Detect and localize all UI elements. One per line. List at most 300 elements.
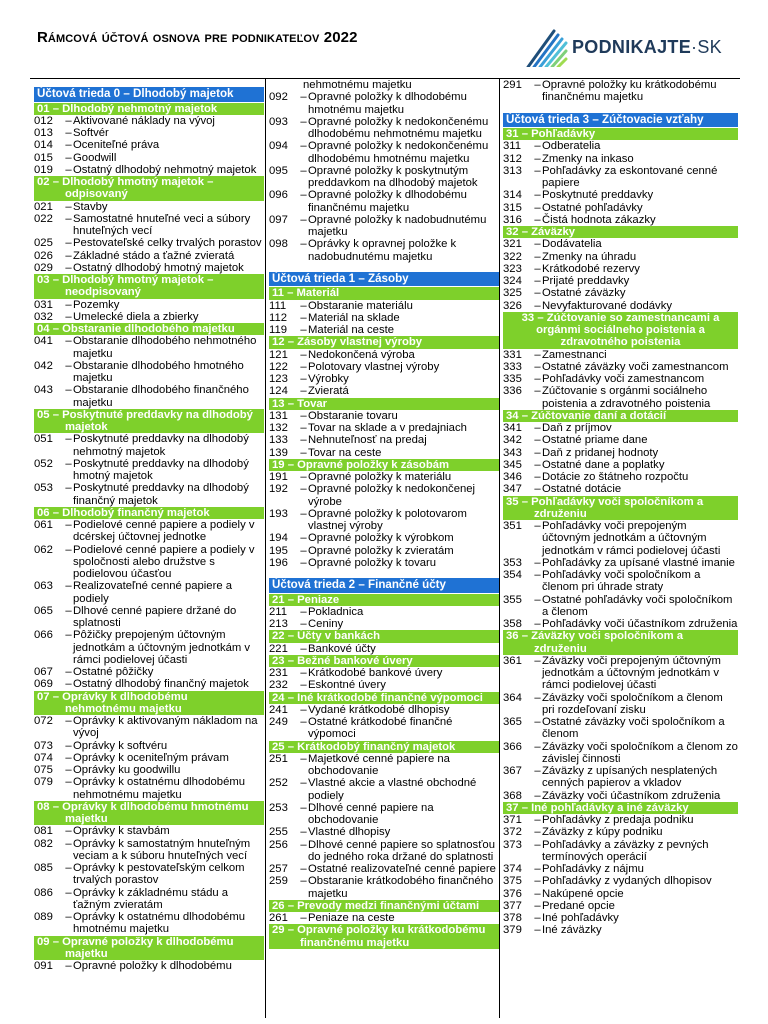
group-header: [269, 900, 499, 912]
account-dash: –: [65, 163, 72, 176]
account-name: Dlhové cenné papiere držané do splatnosti: [73, 604, 237, 629]
group-header: [34, 176, 264, 201]
account-name: Ostatné dotácie: [542, 483, 622, 496]
account-name: Materiál na ceste: [308, 324, 395, 336]
account-dash: –: [65, 837, 72, 850]
account-dash: –: [534, 838, 541, 851]
account-name: Ostatné záväzky voči zamestnancom: [542, 360, 729, 373]
account-row: [34, 752, 264, 764]
account-name: Oprávky k ostatnému dlhodobému hmotnému majetku: [73, 911, 246, 936]
account-row: [269, 447, 499, 459]
column-1: [34, 82, 264, 972]
account-dash: –: [300, 409, 307, 422]
account-row: [503, 814, 738, 826]
account-dash: –: [65, 359, 72, 372]
account-name: Opravné položky k poskytnutým preddavkom na dlhodobý majetok: [308, 164, 478, 189]
account-name: Pohľadávky z predaja podniku: [542, 814, 694, 826]
account-dash: –: [300, 348, 307, 361]
group-header-line: 32 – Záväzky: [506, 226, 576, 238]
account-row: [503, 912, 738, 924]
column-divider-2: [499, 78, 500, 1018]
account-code: 015: [34, 151, 53, 164]
account-name: Oprávky k oceniteľným právam: [73, 751, 229, 764]
account-name: Zmenky na inkaso: [542, 152, 634, 165]
account-dash: –: [65, 629, 72, 642]
account-row: [269, 238, 499, 263]
account-code: 095: [269, 164, 288, 177]
account-dash: –: [65, 237, 72, 250]
account-code: 316: [503, 213, 522, 226]
account-row: [503, 483, 738, 495]
account-code: 378: [503, 912, 522, 924]
account-code: 347: [503, 483, 522, 496]
account-row: [269, 312, 499, 324]
account-dash: –: [65, 764, 72, 776]
account-code: 324: [503, 275, 522, 287]
account-dash: –: [534, 863, 541, 875]
column-3: [503, 79, 738, 937]
account-name: Tovar na ceste: [308, 446, 382, 459]
account-dash: –: [534, 899, 541, 912]
account-code: 122: [269, 360, 288, 373]
class-header: Účtová trieda 2 – Finančné účty: [269, 578, 499, 593]
group-header: [34, 936, 264, 961]
account-name: Obstaranie tovaru: [308, 409, 398, 422]
account-code: 013: [34, 127, 53, 139]
account-name: Poskytnuté preddavky na dlhodobý nehmotný majetok: [73, 433, 249, 458]
account-dash: –: [300, 140, 307, 153]
account-dash: –: [534, 189, 541, 202]
account-name: Oprávky k stavbám: [73, 825, 170, 838]
group-header: [34, 409, 264, 434]
account-dash: –: [65, 776, 72, 789]
account-dash: –: [534, 569, 541, 581]
account-dash: –: [300, 605, 307, 618]
account-code: 291: [503, 79, 522, 91]
account-row: [269, 300, 499, 312]
account-dash: –: [300, 777, 307, 790]
account-name: Bankové účty: [308, 642, 376, 655]
account-name: Obstaranie materiálu: [308, 299, 413, 312]
account-name: Stavby: [73, 200, 108, 213]
account-name: Daň z príjmov: [542, 422, 612, 434]
account-dash: –: [300, 532, 307, 545]
account-row: [34, 360, 264, 385]
account-dash: –: [300, 801, 307, 814]
account-dash: –: [300, 434, 307, 447]
account-name: Podielové cenné papiere a podiely v dcérskej účtovnej jednotke: [73, 519, 255, 544]
account-code: 322: [503, 250, 522, 263]
account-row: [503, 716, 738, 741]
account-code: 014: [34, 139, 53, 152]
account-code: 376: [503, 887, 522, 900]
group-header: [34, 103, 264, 115]
account-code: 041: [34, 335, 53, 348]
account-name: Dlhové cenné papiere na obchodovanie: [308, 801, 434, 826]
account-dash: –: [300, 716, 307, 728]
account-name: Pohľadávky voči účastníkom združenia: [542, 618, 738, 630]
group-header: [269, 336, 499, 348]
account-dash: –: [300, 667, 307, 679]
account-row: [269, 839, 499, 864]
account-code: 375: [503, 875, 522, 888]
account-name: Ostatné dane a poplatky: [542, 458, 665, 471]
group-header-line: 13 – Tovar: [272, 397, 328, 410]
account-code: 379: [503, 924, 522, 937]
account-name: Záväzky voči spoločníkom a členom pri rozdeľovaní zisku: [542, 691, 723, 716]
account-name: Obstaranie dlhodobého hmotného majetku: [73, 359, 244, 384]
account-dash: –: [534, 238, 541, 251]
account-dash: –: [65, 249, 72, 262]
account-row: [503, 165, 738, 190]
account-code: 343: [503, 446, 522, 459]
account-dash: –: [65, 519, 72, 531]
account-row: [503, 594, 738, 619]
account-row: [34, 139, 264, 151]
account-code: 089: [34, 911, 53, 923]
account-dash: –: [534, 765, 541, 777]
logo: [524, 27, 722, 67]
account-dash: –: [534, 164, 541, 177]
account-row: [34, 519, 264, 544]
account-dash: –: [300, 483, 307, 496]
account-dash: –: [300, 826, 307, 839]
account-row: [503, 300, 738, 312]
account-row: [503, 863, 738, 875]
account-name: Goodwill: [73, 151, 117, 164]
group-header-line: 35 – Pohľadávky voči spoločníkom a: [506, 495, 704, 508]
group-header-line: neodpisovaný: [65, 286, 141, 299]
account-dash: –: [65, 862, 72, 874]
account-name: Opravné položky k dlhodobému finančnému majetku: [308, 189, 467, 214]
account-row: [503, 153, 738, 165]
account-name: Oprávky k samostatným hnuteľným veciam a k súboru hnuteľných vecí: [73, 837, 251, 862]
account-row: [503, 692, 738, 717]
account-row: [269, 863, 499, 875]
account-name: Ostatný dlhodobý finančný majetok: [73, 678, 249, 691]
account-code: 241: [269, 703, 288, 716]
account-dash: –: [65, 114, 72, 127]
account-dash: –: [300, 507, 307, 520]
account-dash: –: [65, 298, 72, 311]
account-code: 121: [269, 348, 288, 361]
group-header-line: majetku: [65, 813, 108, 825]
account-name: Iné záväzky: [542, 924, 602, 937]
account-dash: –: [65, 384, 72, 397]
account-dash: –: [65, 543, 72, 556]
account-row: [269, 545, 499, 557]
account-dash: –: [65, 678, 72, 691]
account-dash: –: [65, 139, 72, 152]
group-header: [269, 398, 499, 410]
account-code: 062: [34, 543, 53, 556]
account-dash: –: [65, 335, 72, 348]
account-code: 341: [503, 422, 522, 434]
account-row: [34, 764, 264, 776]
account-dash: –: [534, 618, 541, 630]
account-dash: –: [534, 556, 541, 569]
account-code: 019: [34, 163, 53, 176]
account-name: Oprávky k ostatnému dlhodobému nehmotnému majetku: [73, 776, 246, 801]
account-row: [34, 678, 264, 690]
account-row: [269, 667, 499, 679]
account-code: 355: [503, 593, 522, 606]
account-row: [503, 287, 738, 299]
account-name: Záväzky z upísaných nesplatených cenných papierov a vkladov: [542, 765, 718, 790]
account-dash: –: [534, 716, 541, 728]
account-code: 361: [503, 654, 522, 667]
account-code: 255: [269, 826, 288, 839]
account-code: 067: [34, 666, 53, 678]
account-row: [269, 165, 499, 190]
account-code: 346: [503, 471, 522, 483]
account-dash: –: [65, 911, 72, 923]
account-name: Opravné položky k dlhodobému hmotnému majetku: [308, 91, 467, 116]
account-dash: –: [300, 863, 307, 875]
group-header-line: 06 – Dlhodobý finančný majetok: [37, 506, 210, 519]
account-code: 331: [503, 348, 522, 361]
group-header: [269, 594, 499, 606]
account-code: 086: [34, 886, 53, 899]
group-header-line: 04 – Obstaranie dlhodobého majetku: [37, 323, 235, 335]
group-header: [34, 274, 264, 299]
account-code: 092: [269, 91, 288, 104]
account-name: Ostatné realizovateľné cenné papiere: [308, 863, 496, 875]
account-code: 367: [503, 765, 522, 777]
account-name: Zvieratá: [308, 385, 349, 398]
account-row: [269, 532, 499, 544]
account-code: 311: [503, 140, 522, 153]
account-code: 075: [34, 764, 53, 776]
group-header: [269, 741, 499, 753]
account-name: Tovar na sklade a v predajniach: [308, 422, 467, 434]
account-row: [269, 189, 499, 214]
account-name: Nakúpené opcie: [542, 887, 624, 900]
account-row: [269, 385, 499, 397]
account-dash: –: [65, 715, 72, 727]
account-row: [503, 924, 738, 936]
account-name: Ostatné záväzky: [542, 287, 626, 300]
account-name: Daň z pridanej hodnoty: [542, 446, 659, 459]
account-dash: –: [534, 385, 541, 398]
account-name: Realizovateľné cenné papiere a podiely: [73, 580, 233, 605]
account-name: Nedokončená výroba: [308, 348, 415, 361]
account-dash: –: [534, 434, 541, 447]
page-title: Rámcová účtová osnova pre podnikateľov 2022: [37, 29, 358, 46]
account-row: [503, 557, 738, 569]
account-row: [503, 189, 738, 201]
spacer: [269, 263, 499, 267]
account-code: 326: [503, 299, 522, 312]
group-header: [269, 630, 499, 642]
account-name: Pôžičky prepojeným účtovným jednotkám a účtovným jednotkám v rámci podielovej účasti: [73, 629, 251, 666]
group-header: [34, 691, 264, 716]
account-row: [503, 275, 738, 287]
account-row: [34, 605, 264, 630]
account-code: 061: [34, 519, 53, 531]
group-header-line: 24 – Iné krátkodobé finančné výpomoci: [272, 691, 483, 704]
account-code: 072: [34, 715, 53, 727]
account-dash: –: [65, 433, 72, 446]
account-code: 133: [269, 434, 288, 447]
group-header-line: 07 – Oprávky k dlhodobému: [37, 690, 188, 703]
account-dash: –: [300, 373, 307, 385]
account-row: [269, 422, 499, 434]
group-header-line: majetku: [65, 947, 108, 960]
account-name: Umelecké diela a zbierky: [73, 310, 199, 323]
account-dash: –: [65, 666, 72, 678]
account-dash: –: [65, 310, 72, 323]
account-code: 261: [269, 912, 288, 924]
account-row: [503, 385, 738, 410]
account-name: Opravné položky k nedokončenému dlhodobému nehmotnému majetku: [308, 115, 489, 140]
account-dash: –: [534, 826, 541, 839]
account-name: Opravné položky k dlhodobému: [73, 960, 232, 972]
group-header-line: 01 – Dlhodobý nehmotný majetok: [37, 102, 218, 115]
account-name: Nevyfakturované dodávky: [542, 299, 672, 312]
account-row: [34, 960, 264, 972]
account-name: Pohľadávky voči zamestnancom: [542, 373, 705, 385]
account-name: Pokladnica: [308, 605, 364, 618]
account-code: 082: [34, 837, 53, 850]
account-row: [34, 384, 264, 409]
group-header: [503, 226, 738, 238]
account-name: Ceniny: [308, 618, 344, 630]
account-dash: –: [65, 739, 72, 752]
account-name: Obstaranie dlhodobého nehmotného majetku: [73, 335, 257, 360]
group-header-line: združeniu: [534, 507, 587, 520]
account-code: 368: [503, 789, 522, 802]
account-dash: –: [300, 875, 307, 888]
group-header: [503, 410, 738, 422]
account-dash: –: [65, 127, 72, 139]
account-code: 377: [503, 899, 522, 912]
account-dash: –: [65, 604, 72, 617]
column-2: [269, 79, 499, 949]
account-name: Základné stádo a ťažné zvieratá: [73, 249, 235, 262]
account-code: 012: [34, 114, 53, 127]
account-row: [269, 643, 499, 655]
account-code: 253: [269, 801, 288, 814]
account-code: 333: [503, 360, 522, 373]
account-dash: –: [534, 875, 541, 888]
account-dash: –: [534, 140, 541, 153]
account-name: Materiál na sklade: [308, 311, 400, 324]
account-name: Ostatné záväzky voči spoločníkom a členom: [542, 716, 725, 741]
account-dash: –: [65, 580, 72, 593]
group-header-line: zdravotného poistenia: [560, 336, 681, 349]
account-dash: –: [300, 544, 307, 557]
spacer: [503, 104, 738, 108]
account-row: [503, 79, 738, 104]
account-row: [503, 900, 738, 912]
account-code: 043: [34, 384, 53, 397]
account-name: Pohľadávky voči spoločníkom a členom pri úhrade straty: [542, 569, 701, 594]
account-name: Čistá hodnota zákazky: [542, 213, 656, 226]
account-dash: –: [300, 213, 307, 226]
account-dash: –: [300, 189, 307, 202]
group-header-line: 02 – Dlhodobý hmotný majetok –: [37, 176, 214, 188]
account-row: [503, 569, 738, 594]
account-row: [503, 349, 738, 361]
account-name: Opravné položky k výrobkom: [308, 532, 454, 545]
account-code: 231: [269, 667, 288, 679]
account-row: [34, 776, 264, 801]
account-row: [503, 618, 738, 630]
account-dash: –: [534, 520, 541, 532]
account-dash: –: [65, 151, 72, 164]
account-dash: –: [534, 213, 541, 226]
account-row: [34, 838, 264, 863]
account-row: [503, 459, 738, 471]
account-row: [269, 434, 499, 446]
account-row: [503, 238, 738, 250]
account-code: 353: [503, 556, 522, 569]
account-dash: –: [300, 752, 307, 765]
account-dash: –: [534, 373, 541, 385]
account-name: Pestovateľské celky trvalých porastov: [73, 237, 262, 250]
account-row: [503, 373, 738, 385]
account-code: 085: [34, 862, 53, 874]
account-code: 053: [34, 482, 53, 495]
account-name: Krátkodobé bankové úvery: [308, 667, 443, 679]
account-name: Eskontné úvery: [308, 679, 386, 692]
account-row: [34, 299, 264, 311]
account-code: 065: [34, 604, 53, 617]
account-row: [269, 875, 499, 900]
account-dash: –: [65, 886, 72, 899]
account-dash: –: [300, 238, 307, 251]
account-row: [269, 557, 499, 569]
account-row: [269, 471, 499, 483]
account-name: Krátkodobé rezervy: [542, 262, 640, 275]
account-code: 069: [34, 678, 53, 691]
account-row: [269, 826, 499, 838]
account-name: Oprávky k aktivovaným nákladom na vývoj: [73, 715, 258, 740]
group-header-line: majetok: [65, 421, 108, 433]
group-header: [503, 128, 738, 140]
account-dash: –: [300, 912, 307, 924]
account-code: 351: [503, 520, 522, 532]
group-header: [503, 630, 738, 655]
account-code: 032: [34, 310, 53, 323]
account-row: [503, 361, 738, 373]
account-code: 325: [503, 287, 522, 300]
account-row: [34, 458, 264, 483]
account-dash: –: [300, 385, 307, 398]
account-code: 213: [269, 618, 288, 630]
account-dash: –: [300, 164, 307, 177]
account-code: 336: [503, 385, 522, 398]
account-row: [34, 482, 264, 507]
group-header-line: 34 – Zúčtovanie daní a dotácií: [506, 409, 667, 422]
class-header: Účtová trieda 1 – Zásoby: [269, 272, 499, 287]
account-row: [269, 116, 499, 141]
account-name: Vlastné akcie a vlastné obchodné podiely: [308, 777, 477, 802]
class-header: Účtová trieda 0 – Dlhodobý majetok: [34, 87, 264, 102]
account-dash: –: [534, 422, 541, 434]
account-name: Opravné položky k zvieratám: [308, 544, 454, 557]
account-dash: –: [300, 618, 307, 630]
account-name: Ostatné pôžičky: [73, 666, 154, 678]
account-dash: –: [534, 483, 541, 496]
account-dash: –: [534, 201, 541, 214]
group-header-line: 11 – Materiál: [272, 287, 340, 300]
account-code: 314: [503, 189, 522, 202]
account-dash: –: [65, 960, 72, 972]
group-header-line: 31 – Pohľadávky: [506, 128, 596, 140]
account-name: Ostatné pohľadávky: [542, 201, 643, 214]
